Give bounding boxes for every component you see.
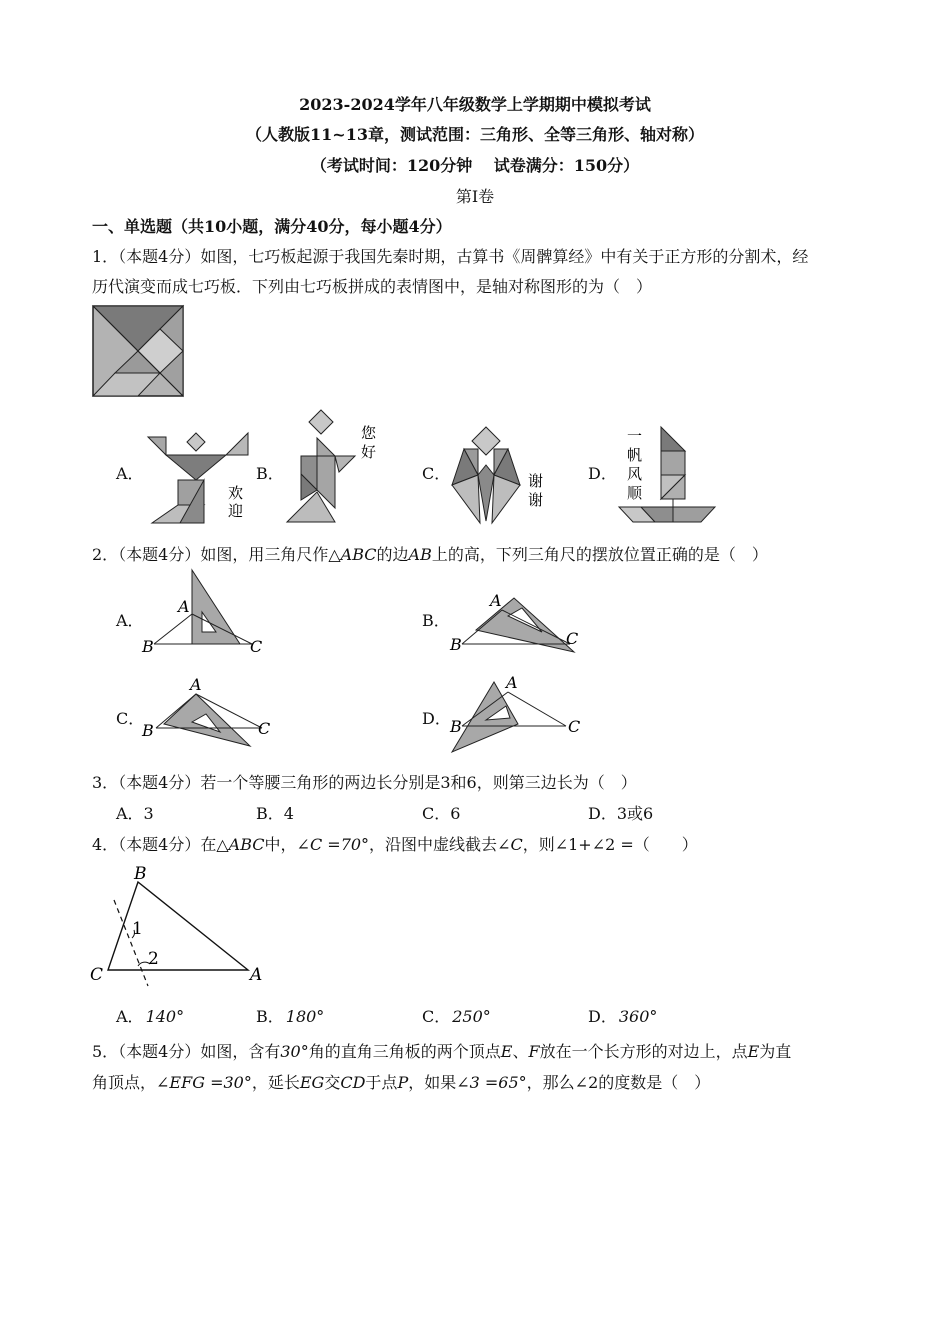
q4-option-d[interactable]: D． 360°: [588, 1007, 658, 1026]
q2-figure-d: [446, 670, 586, 760]
q2-option-c[interactable]: C．: [116, 709, 145, 728]
q2-b-label-c: C: [566, 629, 579, 648]
q4-label-2: 2: [148, 949, 159, 969]
q5-line1: 5．（本题4分）如图，含有30°角的直角三角板的两个顶点E、F放在一个长方形的对边上，点E为直: [92, 1042, 792, 1061]
q4-option-b[interactable]: B． 180°: [256, 1007, 325, 1026]
q4-label-c: C: [90, 965, 104, 985]
q1-figure-b: [283, 408, 393, 526]
q4-question: 4．（本题4分）在△ABC中，∠C =70°，沿图中虚线截去∠C，则∠1+∠2 =（ ）: [92, 835, 698, 854]
q2-b-label-a: A: [490, 591, 502, 610]
q1-c-char-2: 谢: [528, 491, 544, 509]
page-subtitle: （人教版11~13章，测试范围：三角形、全等三角形、轴对称）: [246, 125, 704, 144]
q2-a-label-a: A: [178, 597, 190, 616]
q2-c-label-a: A: [190, 675, 202, 694]
q1-d-char-4: 顺: [627, 484, 643, 502]
q1-d-char-1: 一: [627, 427, 643, 445]
q1-option-a[interactable]: A．: [116, 464, 144, 483]
q1-line1: 1．（本题4分）如图，七巧板起源于我国先秦时期，古算书《周髀算经》中有关于正方形的分割术，经: [92, 247, 809, 266]
q1-option-c[interactable]: C．: [422, 464, 451, 483]
q5-line2: 角顶点，∠EFG =30°，延长EG交CD于点P，如果∠3 =65°，那么∠2的度数是（ ）: [92, 1073, 711, 1092]
q2-option-b[interactable]: B．: [422, 611, 450, 630]
q2-b-label-b: B: [450, 635, 462, 654]
q2-d-label-c: C: [568, 717, 581, 736]
q2-figure-a: [140, 568, 270, 658]
section-heading: 一、单选题（共10小题，满分40分，每小题4分）: [92, 217, 452, 236]
q2-option-d[interactable]: D．: [422, 709, 451, 728]
q3-question: 3．（本题4分）若一个等腰三角形的两边长分别是3和6，则第三边长为（ ）: [92, 773, 637, 792]
q2-option-a[interactable]: A．: [116, 611, 144, 630]
q1-a-char-2: 迎: [228, 502, 244, 520]
q3-option-d[interactable]: D．3或6: [588, 804, 654, 823]
q4-label-1: 1: [132, 919, 143, 939]
q1-b-char-1: 您: [361, 424, 377, 442]
q1-figure-c: [450, 425, 550, 525]
volume-label: 第Ⅰ卷: [455, 187, 495, 206]
q1-a-char-1: 欢: [228, 484, 244, 502]
q2-a-label-b: B: [142, 637, 154, 656]
q4-label-b: B: [134, 864, 147, 884]
q3-option-b[interactable]: B．4: [256, 804, 294, 823]
q2-question: 2．（本题4分）如图，用三角尺作△ABC的边AB上的高，下列三角尺的摆放位置正确的是（ ）: [92, 545, 768, 564]
q1-d-char-2: 帆: [627, 446, 643, 464]
q2-d-label-b: B: [450, 717, 462, 736]
q1-figure-a: [140, 425, 250, 525]
q1-d-char-3: 风: [627, 465, 643, 483]
q1-option-b[interactable]: B．: [256, 464, 284, 483]
q4-label-a: A: [250, 965, 263, 985]
q2-c-label-c: C: [258, 719, 271, 738]
q3-option-c[interactable]: C．6: [422, 804, 461, 823]
tangram-square-figure: [92, 305, 184, 397]
q4-option-c[interactable]: C． 250°: [422, 1007, 491, 1026]
q4-option-a[interactable]: A． 140°: [116, 1007, 185, 1026]
q2-figure-c: [140, 676, 280, 756]
q2-a-label-c: C: [250, 637, 263, 656]
page-title: 2023-2024学年八年级数学上学期期中模拟考试: [299, 95, 651, 114]
q1-line2: 历代演变而成七巧板．下列由七巧板拼成的表情图中，是轴对称图形的为（ ）: [92, 277, 653, 296]
q1-figure-d: [615, 425, 725, 525]
exam-info: （考试时间：120分钟 试卷满分：150分）: [310, 156, 640, 175]
q2-c-label-b: B: [142, 721, 154, 740]
q1-option-d[interactable]: D．: [588, 464, 617, 483]
q3-option-a[interactable]: A．3: [116, 804, 154, 823]
q2-d-label-a: A: [506, 673, 518, 692]
q1-b-char-2: 好: [361, 443, 377, 461]
q1-c-char-1: 谢: [528, 472, 544, 490]
q4-triangle-figure: [88, 860, 268, 990]
q2-figure-b: [446, 588, 586, 658]
